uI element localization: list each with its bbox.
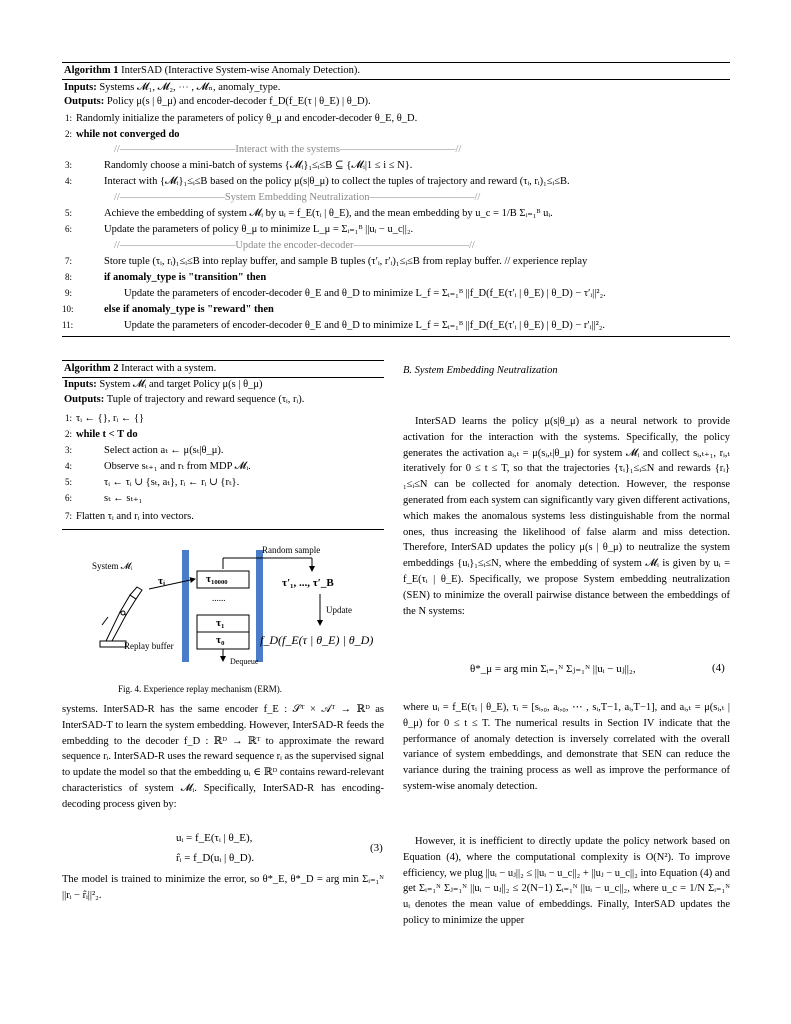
left-paragraph-2-text: The model is trained to minimize the error, so θ*_E, θ*_D = arg min Σᵢ₌₁ᴺ ||rᵢ − r̂ᵢ||²₂. <box>62 874 384 901</box>
right-paragraph-3-text: However, it is inefficient to directly update the policy network based on Equation (4), where the computational complexity is O(N²). To improve efficiency, we plug ||uᵢ − uⱼ||₂ ≤ ||uᵢ − u_c||₂ + ||uⱼ − u_c||₂ into Equation (4) and get Σᵢ₌₁ᴺ Σⱼ₌₁ᴺ ||uᵢ − uⱼ||₂ ≤ 2(N−1) Σᵢ₌₁ᴺ ||uᵢ − u_c||₂, where u_c = 1/N Σᵢ₌₁ᴺ uᵢ denotes the mean value of embeddings. Finally, InterSAD updates the policy to minimize the upper <box>403 836 730 926</box>
left-paragraph <box>62 702 384 813</box>
right-paragraph-2 <box>403 700 730 795</box>
alg2-outputs-text: Tuple of trajectory and reward sequence (τᵢ, rᵢ). <box>106 394 305 405</box>
left-paragraph-text: systems. InterSAD-R has the same encoder f_E : 𝒮ᵀ × 𝒜ᵀ → ℝᴰ as InterSAD-T to learn the system embedding. However, InterSAD-R feeds the embedding to the decoder f_D : ℝᴰ → ℝᵀ to approximate the reward sequence rᵢ. InterSAD-R uses the reward sequence rᵢ as the supervised signal to update the model so that the embedding uᵢ ∈ ℝᴰ contains reward-relevant characteristics of system 𝓜ᵢ. Specifically, InterSAD-R has encoding-decoding process given by: <box>62 704 384 810</box>
alg1-inputs-text: Systems 𝓜₁, 𝓜₂, ⋯ , 𝓜ₙ, anomaly_type. <box>99 82 281 93</box>
buffer-left-bar <box>182 550 189 662</box>
alg1-inputs <box>64 81 280 94</box>
random-sample-label: Random sample <box>262 545 321 555</box>
alg1-outputs-label: Outputs: <box>64 96 105 107</box>
decoder-expression: f_D(f_E(τ | θ_E) | θ_D) <box>260 633 374 647</box>
alg1-outputs <box>64 96 371 107</box>
alg2-title <box>64 363 216 374</box>
eq4: θ*_μ = arg min Σᵢ₌₁ᴺ Σⱼ₌₁ᴺ ||uᵢ − uⱼ||₂, <box>470 663 636 675</box>
system-label: System 𝓜ᵢ <box>92 561 133 571</box>
section-heading: B. System Embedding Neutralization <box>403 365 558 376</box>
alg2-title-label: Algorithm 2 <box>64 363 119 374</box>
eq4-number: (4) <box>712 662 725 674</box>
dequeue-label: Dequeue <box>230 657 259 666</box>
alg2-title-text: Interact with a system. <box>121 363 217 374</box>
erm-figure <box>92 545 382 675</box>
sampled-tuples-label: τ′₁, ..., τ′_B <box>282 577 334 589</box>
alg2-inputs-text: System 𝓜ᵢ and target Policy μ(s | θ_μ) <box>99 379 263 390</box>
eq3-line1: uᵢ = f_E(τᵢ | θ_E), <box>176 832 253 844</box>
alg2-outputs <box>64 394 304 405</box>
left-paragraph-2 <box>62 872 384 904</box>
alg1-inputs-label: Inputs: <box>64 82 97 93</box>
alg2-inputs <box>64 379 263 391</box>
replay-buffer-label: Replay buffer <box>124 641 174 651</box>
right-paragraph-3 <box>403 834 730 929</box>
robot-arm-icon <box>100 587 142 647</box>
alg1-title <box>64 65 360 76</box>
alg1-title-label: Algorithm 1 <box>64 65 119 76</box>
dots-label: ...... <box>212 593 226 603</box>
alg2-body: 1: τᵢ ← {}, rᵢ ← {} 2: while t < T do 3: Select action aₜ ← μ(sₜ|θ_μ). 4: Observe sₜ₊₁ and rₜ from MDP 𝓜ᵢ. 5: τᵢ ← τᵢ ∪ {sₜ, aₜ}, rᵢ ← rᵢ ∪ {rₜ}. 6: sₜ ← sₜ₊₁ 7: Flatten τᵢ and rᵢ into vectors. <box>64 413 251 522</box>
alg1-body: 1: Randomly initialize the parameters of policy θ_μ and encoder-decoder θ_E, θ_D. 2: while not converged do //———————————Interact with the systems———————————// 3: Randomly choose a mini-batch of systems {𝓜ᵢ}₁≤ᵢ≤B ⊆ {𝓜ᵢ|1 ≤ i ≤ N}. 4: Interact with {𝓜ᵢ}₁≤ᵢ≤B based on the policy μ(s|θ_μ) to collect the tuples of trajectory and reward (τᵢ, rᵢ)₁≤ᵢ≤B. //——————————System Embedding Neutralization——————————// 5: Achieve the embedding of system 𝓜ᵢ by uᵢ = f_E(τᵢ | θ_E), and the mean embedding by u_c = 1/B Σᵢ₌₁ᴮ uᵢ. 6: Update the parameters of policy θ_μ to minimize L_μ = Σᵢ₌₁ᴮ ||uᵢ − u_c||₂. //———————————Update the encoder-decoder———————————// 7: Store tuple (τᵢ, rᵢ)₁≤ᵢ≤B into replay buffer, and sample B tuples (τ′ᵢ, r′ᵢ)₁≤ᵢ≤B from replay buffer. // experience replay 8: if anomaly_type is "transition" then 9: Update the parameters of encoder-decoder θ_E and θ_D to minimize L_f = Σᵢ₌₁ᴮ ||f_D(f_E(τ′ᵢ | θ_E) | θ_D) − τ′ᵢ||²₂. 10: else if anomaly_type is "reward" then 11: Update the parameters of encoder-decoder θ_E and θ_D to minimize L_f = Σᵢ₌₁ᴮ ||f_D(f_E(τ′ᵢ | θ_E) | θ_D) − r′ᵢ||²₂. <box>62 113 606 331</box>
tau-1-label: τ₁ <box>216 617 225 629</box>
eq3-number: (3) <box>370 842 383 854</box>
right-paragraph-1-text: InterSAD learns the policy μ(s|θ_μ) as a neural network to provide activation for the interaction with the systems. Specifically, the policy generates the activation aᵢ,ₜ = μ(sᵢ,ₜ|θ_μ) for system 𝓜ᵢ and collect sᵢ,ₜ₊₁, rᵢ,ₜ iteratively for 0 ≤ t ≤ T, so that the trajectories {τᵢ}₁≤ᵢ≤N and rewards {rᵢ}₁≤ᵢ≤N can be collected for anomaly detection. However, the response generated from each system can significantly vary given different activations, which makes the anomalous systems less distinguishable from the normal ones, thus increasing the likelihood of false alarm and miss detection. Therefore, InterSAD updates the policy μ(s | θ_μ) to neutralize the system embeddings {uᵢ}₁≤ᵢ≤N, where the embedding of system 𝓜ᵢ is given by uᵢ = f_E(τᵢ | θ_E). Specifically, we propose System embedding neutralization (SEN) to minimize the overall pairwise distance between the embeddings of the N systems: <box>403 416 730 617</box>
alg2-outputs-label: Outputs: <box>64 394 105 405</box>
alg1-title-text: InterSAD (Interactive System-wise Anomaly Detection). <box>121 65 360 76</box>
figure-caption: Fig. 4. Experience replay mechanism (ERM). <box>118 684 282 694</box>
eq3-line2: r̂ᵢ = f_D(uᵢ | θ_D). <box>176 852 255 864</box>
right-paragraph-2-text: where uᵢ = f_E(τᵢ | θ_E), τᵢ = [sᵢ,₀, aᵢ,₀, ⋯ , sᵢ,T−1, aᵢ,T−1], and aᵢ,ₜ = μ(sᵢ,ₜ | θ_μ) for 0 ≤ t ≤ T. The numerical results in Section IV indicate that the performance of anomaly detection is inversely correlated with the overall variance of system embeddings, and demonstrate that SEN can reduce the variance during the training process as well as improve the performance of system-wise anomaly detection. <box>403 702 730 792</box>
tau-0-label: τ₀ <box>216 634 225 646</box>
tau-10000-label: τ₁₀₀₀₀ <box>206 573 228 585</box>
alg2-inputs-label: Inputs: <box>64 379 97 390</box>
update-label: Update <box>326 605 352 615</box>
right-paragraph-1 <box>403 414 730 619</box>
tau-i-label: τᵢ <box>158 575 166 587</box>
alg1-outputs-text: Policy μ(s | θ_μ) and encoder-decoder f_D(f_E(τ | θ_E) | θ_D). <box>106 96 371 107</box>
